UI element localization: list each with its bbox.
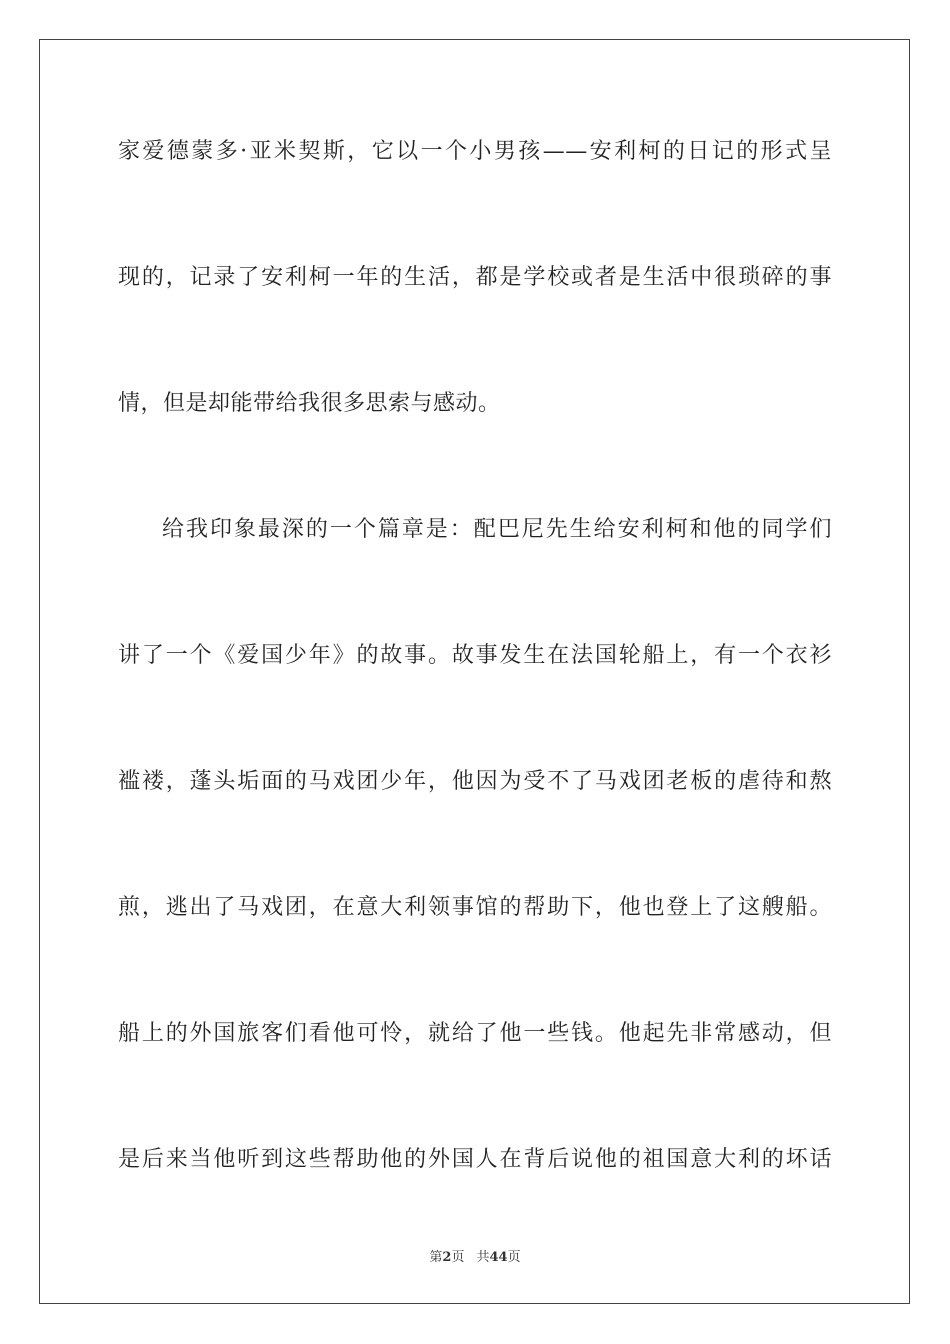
page-suffix: 页 <box>451 1250 465 1265</box>
page-prefix: 第 <box>429 1250 443 1265</box>
text-line: 给我印象最深的一个篇章是：配巴尼先生给安利柯和他的同学们 <box>162 517 832 542</box>
page-number: 2 <box>442 1250 452 1265</box>
text-line: 家爱德蒙多·亚米契斯，它以一个小男孩——安利柯的日记的形式呈 <box>118 139 832 164</box>
text-line: 是后来当他听到这些帮助他的外国人在背后说他的祖国意大利的坏话 <box>118 1147 832 1172</box>
total-pages: 44 <box>489 1250 508 1265</box>
text-line: 讲了一个《爱国少年》的故事。故事发生在法国轮船上，有一个衣衫 <box>118 643 832 668</box>
document-body <box>118 120 832 1254</box>
text-line: 情，但是却能带给我很多思索与感动。 <box>118 391 501 416</box>
text-line: 船上的外国旅客们看他可怜，就给了他一些钱。他起先非常感动，但 <box>118 1021 832 1046</box>
total-suffix: 页 <box>507 1250 521 1265</box>
total-prefix: 共 <box>476 1250 490 1265</box>
text-line: 煎，逃出了马戏团，在意大利领事馆的帮助下，他也登上了这艘船。 <box>118 895 832 920</box>
page-footer <box>0 1246 950 1265</box>
text-line: 褴褛，蓬头垢面的马戏团少年，他因为受不了马戏团老板的虐待和熬 <box>118 769 832 794</box>
text-line: 现的，记录了安利柯一年的生活，都是学校或者是生活中很琐碎的事 <box>118 265 832 290</box>
